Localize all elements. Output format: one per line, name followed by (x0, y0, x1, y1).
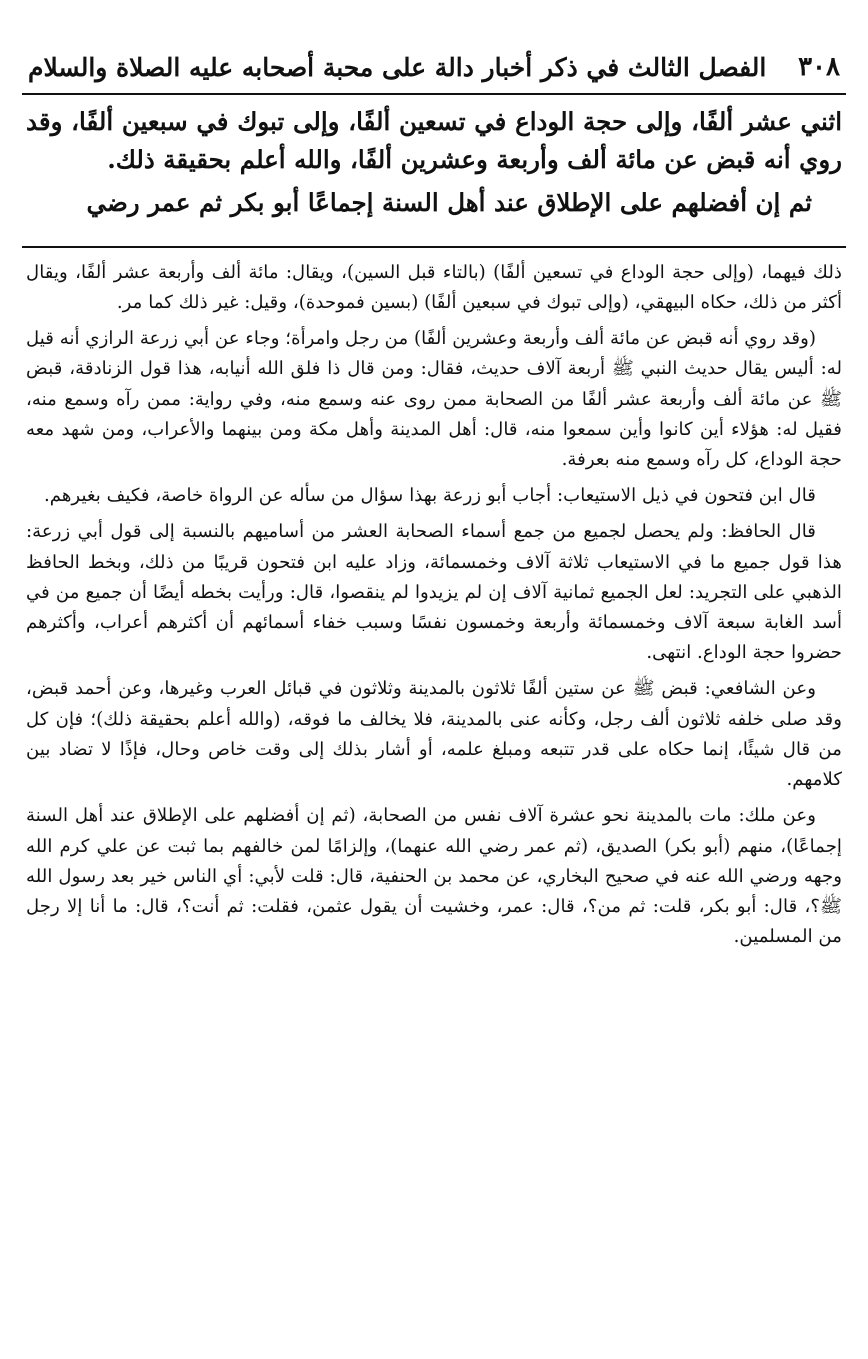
note-paragraph: وعن ملك: مات بالمدينة نحو عشرة آلاف نفس من الصحابة، (ثم إن أفضلهم على الإطلاق عند أهل السنة إجماعًا)، منهم (أبو بكر) الصديق، (ثم عمر رضي الله عنهما)، وإلزامًا لمن خالفهم بما ثبت عن علي كرم الله وجهه ورضي الله عنه في صحيح البخاري، عن محمد بن الحنفية، قال: قلت لأبي: أي الناس خير بعد رسول الله ﷺ؟، قال: أبو بكر، قلت: ثم من؟، قال: عمر، وخشيت أن يقول عثمن، فقلت: ثم أنت؟، قال: ما أنا إلا رجل من المسلمين. (26, 805, 842, 948)
commentary-notes (22, 258, 846, 952)
note-paragraph: قال الحافظ: ولم يحصل لجميع من جمع أسماء الصحابة العشر من أساميهم بالنسبة إلى قول أبي زرعة: هذا قول جميع ما في الاستيعاب ثلاثة آلاف وخمسمائة، وزاد عليه ابن فتحون قريبًا من ذلك، وبخط الحافظ الذهبي على التجريد: لعل الجميع ثمانية آلاف إن لم يزيدوا لم ينقصوا، قال: ورأيت بخطه أيضًا أن جميع من في أسد الغابة سبعة آلاف وخمسمائة وأربعة وخمسون نفسًا وسبب خفاء أسمائهم أن أكثرهم أعراب، وأكثرهم حضروا حجة الوداع. انتهى. (26, 521, 842, 664)
note-paragraph: قال ابن فتحون في ذيل الاستيعاب: أجاب أبو زرعة بهذا سؤال من سأله عن الرواة خاصة، فكيف بغيرهم. (43, 485, 816, 507)
note-paragraph: (وقد روي أنه قبض عن مائة ألف وأربعة وعشرين ألفًا) من رجل وامرأة؛ وجاء عن أبي زرعة الرازي أنه قيل له: أليس يقال حديث النبي ﷺ أربعة آلاف حديث، فقال: ومن قال ذا فلق الله أنيابه، هذا قول الزنادقة، قبض ﷺ عن مائة ألف وأربعة عشر ألفًا من الصحابة ممن روى عنه وسمع منه، وفي رواية: ممن رآه وسمع منه، فقيل له: هؤلاء أين كانوا وأين سمعوا منه، قال: أهل المدينة وأهل مكة ومن بينهما والأعراب، ومن شهد معه حجة الوداع، كل رآه وسمع منه بعرفة. (26, 328, 842, 471)
main-paragraph: ثم إن أفضلهم على الإطلاق عند أهل السنة إجماعًا أبو بكر ثم عمر رضي (86, 187, 812, 217)
page-header (22, 52, 846, 95)
main-paragraph: اثني عشر ألفًا، وإلى حجة الوداع في تسعين ألفًا، وإلى تبوك في سبعين ألفًا، وقد روي أنه قبض عن مائة ألف وأربعة وعشرين ألفًا، والله أعلم بحقيقة ذلك. (26, 107, 842, 175)
page-number: ٣٠٨ (798, 52, 840, 82)
chapter-title: الفصل الثالث في ذكر أخبار دالة على محبة أصحابه عليه الصلاة والسلام (28, 52, 767, 82)
main-text (22, 95, 846, 222)
note-paragraph: وعن الشافعي: قبض ﷺ عن ستين ألفًا ثلاثون بالمدينة وثلاثون في قبائل العرب وغيرها، وعن أحمد قبض، وقد صلى خلفه ثلاثون ألف رجل، وكأنه عنى بالمدينة، فلا يخالف ما فوقه، (والله أعلم بحقيقة ذلك)؛ فإن كل من قال شيئًا، إنما حكاه على قدر تتبعه ومبلغ علمه، أو أشار بذلك إلى وقت خاص وحال، فإذًا لا تضاد بين كلامهم. (26, 678, 842, 791)
note-paragraph: ذلك فيهما، (وإلى حجة الوداع في تسعين ألفًا) (بالتاء قبل السين)، ويقال: مائة ألف وأربعة عشر ألفًا، ويقال أكثر من ذلك، حكاه البيهقي، (وإلى تبوك في سبعين ألفًا) (بسين فموحدة)، وقيل: غير ذلك كما مر. (26, 261, 842, 314)
footnote-separator (22, 246, 846, 248)
